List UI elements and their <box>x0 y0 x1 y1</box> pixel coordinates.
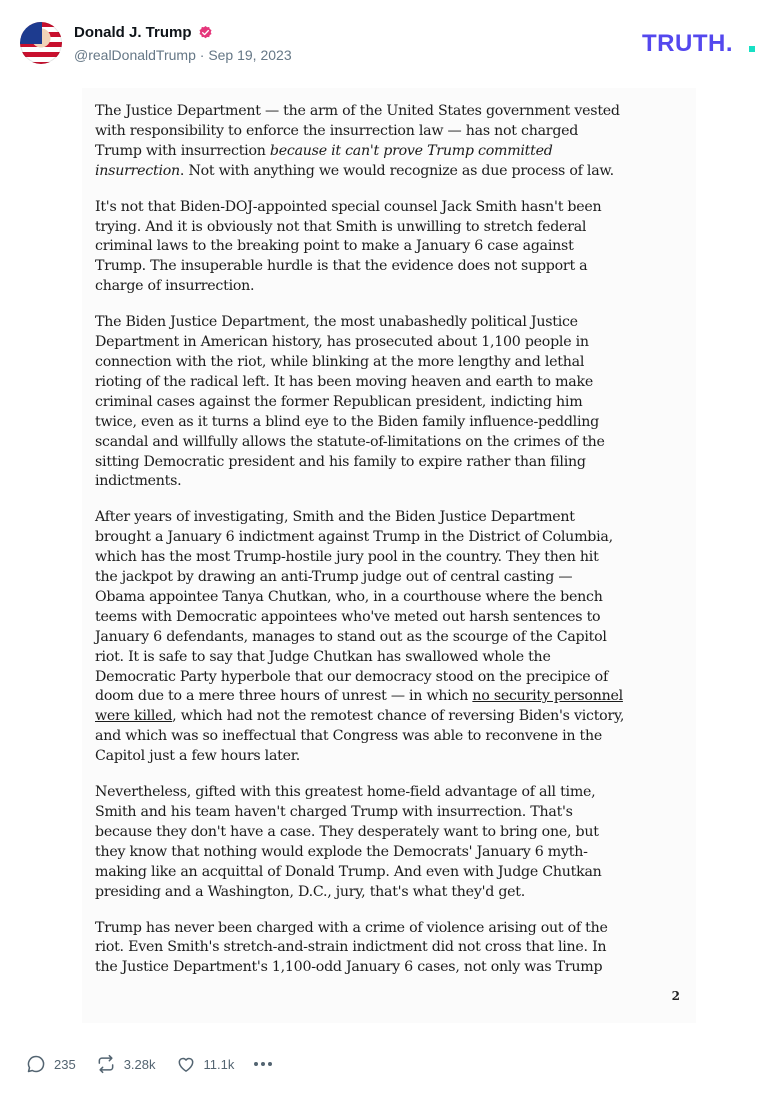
document-image[interactable] <box>82 88 696 1023</box>
underlined-link: no security personnel were killed <box>95 688 623 725</box>
like-button[interactable] <box>176 1054 235 1074</box>
reply-button[interactable] <box>26 1054 76 1074</box>
paragraph: Nevertheless, gifted with this greatest home-field advantage of all time, Smith and his team haven't charged Trump with insurrection. That's because they don't have a case. They desperately want to bring one, but they know that nothing would explode the Democrats' January 6 myth- making like an acquittal of Donald Trump. And even with Judge Chutkan presiding and a Washington, D.C., jury, that's what they'd get. <box>95 784 602 900</box>
post-actions <box>26 1054 272 1074</box>
brand-dot <box>749 46 755 52</box>
paragraph: The Biden Justice Department, the most unabashedly political Justice Department in American history, has prosecuted about 1,100 people in connection with the riot, while blinking at the more lengthy and lethal rioting of the radical left. It has been moving heaven and earth to make criminal cases against the former Republican president, indicting him twice, even as it turns a blind eye to the Biden family influence-peddling scandal and willfully allows the statute-of-limitations on the crimes of the sitting Democratic president and his family to expire rather than filing indictments. <box>95 314 605 490</box>
like-icon <box>176 1054 196 1074</box>
retruth-icon <box>96 1054 116 1074</box>
brand-wordmark: TRUTH. <box>642 30 733 54</box>
reply-count: 235 <box>54 1056 76 1072</box>
retruth-count: 3.28k <box>123 1056 156 1072</box>
truth-social-logo[interactable] <box>642 30 758 54</box>
post-meta <box>74 47 292 63</box>
author-handle[interactable]: @realDonaldTrump <box>74 47 196 63</box>
like-count: 11.1k <box>203 1056 235 1072</box>
meta-separator: · <box>199 47 205 63</box>
paragraph: After years of investigating, Smith and the Biden Justice Department brought a January 6 indictment against Trump in the District of Columbia, which has the most Trump-hostile jury pool in the country. They then hit the jackpot by drawing an anti-Trump judge out of central casting — Obama appointee Tanya Chutkan, who, in a courthouse where the bench teems with Democratic appointees who've meted out harsh sentences to January 6 defendants, manages to stand out as the scourge of the Capitol riot. It is safe to say that Judge Chutkan has swallowed whole the Democratic Party hyperbole that our democracy stood on the precipice of doom due to a mere three hours of unrest — in which no security personnel were killed, which had not the remotest chance of reversing Biden's victory, and which was so ineffectual that Congress was able to reconvene in the Capitol just a few hours later. <box>95 509 625 765</box>
author-name[interactable]: Donald J. Trump <box>74 24 192 41</box>
more-options-button[interactable] <box>254 1054 272 1074</box>
post-header <box>20 18 760 68</box>
post-date[interactable]: Sep 19, 2023 <box>208 47 292 63</box>
paragraph: Trump has never been charged with a crime of violence arising out of the riot. Even Smith's stretch-and-strain indictment did not cross that line. In the Justice Department's 1,100-odd January 6 cases, not only was Trump <box>95 919 608 976</box>
page-number: 2 <box>671 989 680 1003</box>
verified-icon <box>198 25 213 40</box>
document-text <box>95 102 687 994</box>
paragraph: It's not that Biden-DOJ-appointed special counsel Jack Smith hasn't been trying. And it is obviously not that Smith is unwilling to stretch federal criminal laws to the breaking point to make a January 6 case against Trump. The insuperable hurdle is that the evidence does not support a charge of insurrection. <box>95 198 602 295</box>
reply-icon <box>26 1054 46 1074</box>
author-row <box>74 24 213 41</box>
avatar[interactable] <box>20 22 62 64</box>
paragraph: The Justice Department — the arm of the United States government vested with responsibility to enforce the insurrection law — has not charged Trump with insurrection because it can't prove Trump committed insurrection. Not with anything we would recognize as due process of law. <box>95 103 620 179</box>
more-icon <box>254 1062 258 1066</box>
retruth-button[interactable] <box>96 1054 156 1074</box>
